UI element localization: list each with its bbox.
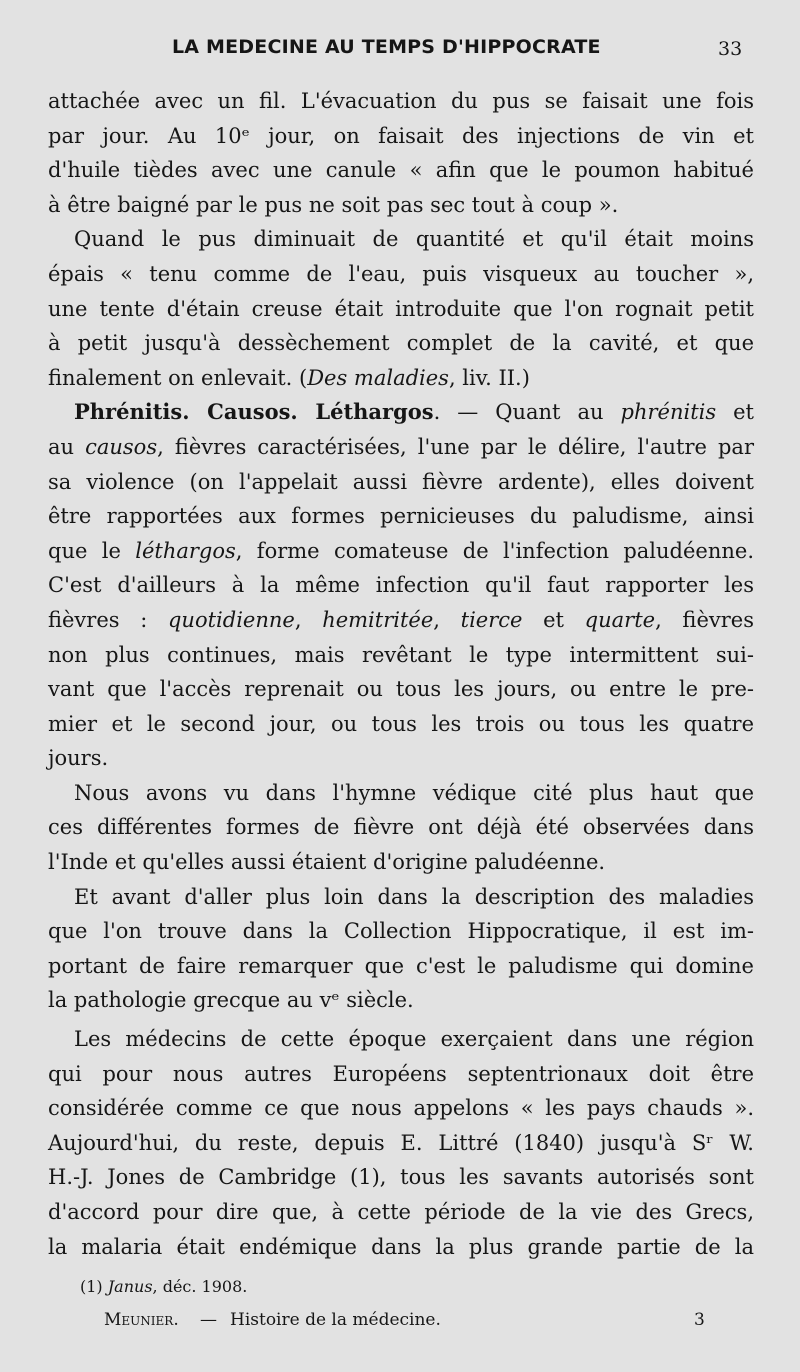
italic-term: quarte [584,607,656,632]
text-line: par jour. Au 10ᵉ jour, on faisait des injections de vin et [48,123,754,148]
text-span: , [433,607,461,632]
text-line: à petit jusqu'à dessèchement complet de la cavité, et que [48,331,754,356]
page-footer [0,1310,800,1334]
text-line: qui pour nous autres Européens septentrionaux doit être [48,1061,754,1086]
text-line [48,534,754,569]
text-line: vant que l'accès reprenait ou tous les jours, ou entre le pre- [48,677,754,702]
book-reference: Des maladies [307,365,449,390]
text-line: que l'on trouve dans la Collection Hippocratique, il est im- [48,919,754,944]
text-line [48,361,754,396]
text-line: Et avant d'aller plus loin dans la description des maladies [74,884,754,909]
italic-term: tierce [460,607,523,632]
signature-mark: 3 [694,1310,705,1330]
text-line: jours. [48,746,109,771]
text-line: à être baigné par le pus ne soit pas sec tout à coup ». [48,192,619,217]
text-line: H.-J. Jones de Cambridge (1), tous les savants autorisés sont [48,1165,754,1190]
text-line: attachée avec un fil. L'évacuation du pus se faisait une fois [48,89,754,113]
running-head-title: LA MEDECINE AU TEMPS D'HIPPOCRATE [172,36,601,58]
text-line: la pathologie grecque au vᵉ siècle. [48,988,414,1013]
text-line [48,430,754,465]
text-line: Nous avons vu dans l'hymne védique cité plus haut que [74,780,754,805]
text-span: finalement on enlevait. ( [48,365,308,390]
body-text [48,84,754,1264]
text-line: une tente d'étain creuse était introduite que l'on rognait petit [48,296,754,321]
text-span: et [716,400,754,425]
text-span: , fièvres [655,607,754,632]
text-line: mier et le second jour, ou tous les trois ou tous les quatre [48,711,754,736]
text-line: la malaria était endémique dans la plus grande partie de la [48,1234,754,1259]
text-span: , forme comateuse de l'infection paludéenne. [235,538,754,563]
text-span: fièvres : [48,607,168,632]
italic-term: causos [85,434,158,459]
text-line: non plus continues, mais revêtant le type intermittent sui- [48,642,754,667]
text-line: être rapportées aux formes pernicieuses du paludisme, ainsi [48,504,754,529]
italic-term: hemitritée [322,607,434,632]
footnote [80,1277,247,1296]
footer-book-title: Histoire de la médecine. [230,1310,441,1330]
text-span: , fièvres caractérisées, l'une par le délire, l'autre par [157,434,754,459]
text-span: au [48,434,86,459]
text-line: sa violence (on l'appelait aussi fièvre ardente), elles doivent [48,469,754,494]
footnote-text: , déc. 1908. [152,1277,248,1296]
text-line: C'est d'ailleurs à la même infection qu'il faut rapporter les [48,573,754,598]
text-line: Quand le pus diminuait de quantité et qu'il était moins [74,227,754,252]
text-span: que le [48,538,136,563]
text-span: , liv. II.) [448,365,530,390]
footnote-journal: Janus [107,1277,153,1296]
text-line: d'huile tièdes avec une canule « afin que le poumon habitué [48,158,754,183]
running-head [0,36,800,66]
text-line: épais « tenu comme de l'eau, puis visqueux au toucher », [48,261,754,286]
text-line: d'accord pour dire que, à cette période de la vie des Grecs, [48,1200,754,1224]
text-line: Les médecins de cette époque exerçaient dans une région [74,1027,754,1052]
text-line [48,603,754,638]
text-span: , [294,607,323,632]
section-heading: Phrénitis. Causos. Léthargos [74,399,434,425]
footer-separator: — [200,1310,217,1330]
italic-term: phrénitis [620,400,717,425]
italic-term: quotidienne [167,607,295,632]
footnote-marker: (1) [80,1277,108,1296]
text-line: ces différentes formes de fièvre ont déjà été observées dans [48,815,754,840]
text-line: l'Inde et qu'elles aussi étaient d'origine paludéenne. [48,850,606,875]
text-line: portant de faire remarquer que c'est le paludisme qui domine [48,953,754,978]
page-number: 33 [718,38,743,60]
text-span: . — Quant au [433,400,621,425]
text-line [48,395,754,430]
footer-author: Meunier. [104,1310,179,1330]
text-line: Aujourd'hui, du reste, depuis E. Littré (1840) jusqu'à Sʳ W. [48,1130,754,1155]
text-line: considérée comme ce que nous appelons « les pays chauds ». [48,1096,754,1121]
italic-term: léthargos [135,538,236,563]
text-span: et [522,607,585,632]
